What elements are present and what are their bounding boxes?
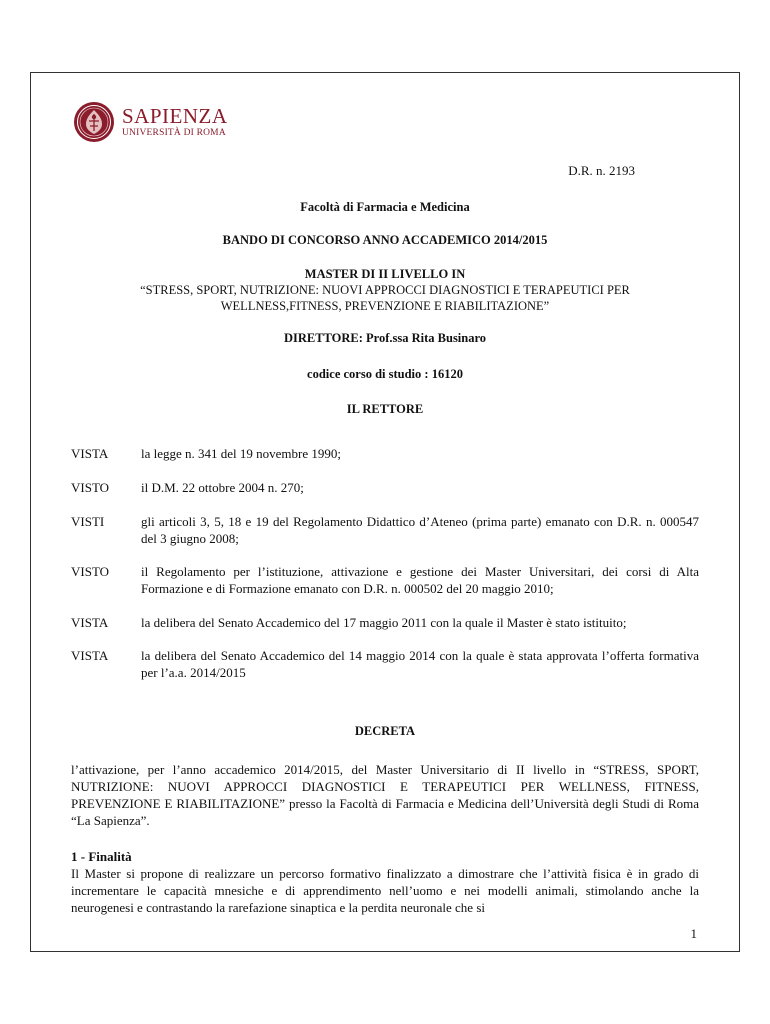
consideration-row	[71, 614, 699, 631]
master-title-line-1: “STRESS, SPORT, NUTRIZIONE: NUOVI APPROCCI DIAGNOSTICI E TERAPEUTICI PER	[140, 283, 630, 297]
activation-paragraph: l’attivazione, per l’anno accademico 2014/2015, del Master Universitario di II livello in “STRESS, SPORT, NUTRIZIONE: NUOVI APPROCCI DIAGNOSTICI E TERAPEUTICI PER WELLNESS, FITNESS, PREVENZIONE E RIABILITAZIONE” presso la Facoltà di Farmacia e Medicina dell’Università degli Studi di Roma “La Sapienza”.	[71, 762, 699, 828]
logo-name: SAPIENZA	[122, 103, 228, 128]
decree-number: D.R. n. 2193	[568, 163, 635, 178]
logo-subtitle: UNIVERSITÀ DI ROMA	[122, 127, 226, 138]
consideration-row	[71, 445, 699, 462]
consideration-text: la delibera del Senato Accademico del 14 maggio 2014 con la quale è stata approvata l’offerta formativa per l’a.a. 2014/2015	[141, 648, 699, 680]
document-headings	[71, 199, 699, 417]
consideration-text: il D.M. 22 ottobre 2004 n. 270;	[141, 480, 304, 495]
consideration-key: VISTA	[71, 615, 109, 630]
decreta-heading: DECRETA	[354, 724, 416, 738]
section-body: Il Master si propone di realizzare un percorso formativo finalizzato a dimostrare che l’attività fisica è in grado di incrementare le capacità mnesiche e di apprendimento nell’uomo e nei modelli animali, stimolando anche la neurogenesi e contrastando la rarefazione sinaptica e la perdita neuronale che si	[71, 866, 699, 915]
considerations-list	[71, 445, 699, 681]
document-page	[30, 72, 740, 952]
director-heading: DIRETTORE: Prof.ssa Rita Businaro	[283, 331, 487, 345]
consideration-key: VISTI	[71, 514, 105, 529]
section-title: 1 - Finalità	[71, 849, 132, 864]
consideration-text: la legge n. 341 del 19 novembre 1990;	[141, 446, 342, 461]
consideration-text: il Regolamento per l’istituzione, attivazione e gestione dei Master Universitari, dei corsi di Alta Formazione e di Formazione emanato con D.R. n. 000502 del 20 maggio 2010;	[141, 564, 699, 596]
consideration-row	[71, 513, 699, 547]
logo-text	[122, 103, 228, 139]
master-title-line-2: WELLNESS,FITNESS, PREVENZIONE E RIABILITAZIONE”	[220, 299, 550, 313]
rector-heading: IL RETTORE	[346, 402, 424, 416]
master-level-heading: MASTER DI II LIVELLO IN	[304, 267, 466, 281]
consideration-row	[71, 479, 699, 496]
faculty-heading: Facoltà di Farmacia e Medicina	[300, 200, 470, 214]
consideration-text: gli articoli 3, 5, 18 e 19 del Regolamento Didattico d’Ateneo (prima parte) emanato con D.R. n. 000547 del 3 giugno 2008;	[141, 514, 699, 546]
consideration-text: la delibera del Senato Accademico del 17 maggio 2011 con la quale il Master è stato istituito;	[141, 615, 627, 630]
consideration-key: VISTO	[71, 564, 110, 579]
consideration-key: VISTA	[71, 648, 109, 663]
consideration-row	[71, 563, 699, 597]
page-number: 1	[690, 926, 697, 941]
university-logo	[73, 101, 228, 143]
bando-heading: BANDO DI CONCORSO ANNO ACCADEMICO 2014/2015	[222, 233, 548, 247]
consideration-key: VISTA	[71, 446, 109, 461]
consideration-key: VISTO	[71, 480, 110, 495]
sapienza-seal-icon	[73, 101, 115, 143]
consideration-row	[71, 647, 699, 681]
course-code-heading: codice corso di studio : 16120	[307, 367, 463, 381]
